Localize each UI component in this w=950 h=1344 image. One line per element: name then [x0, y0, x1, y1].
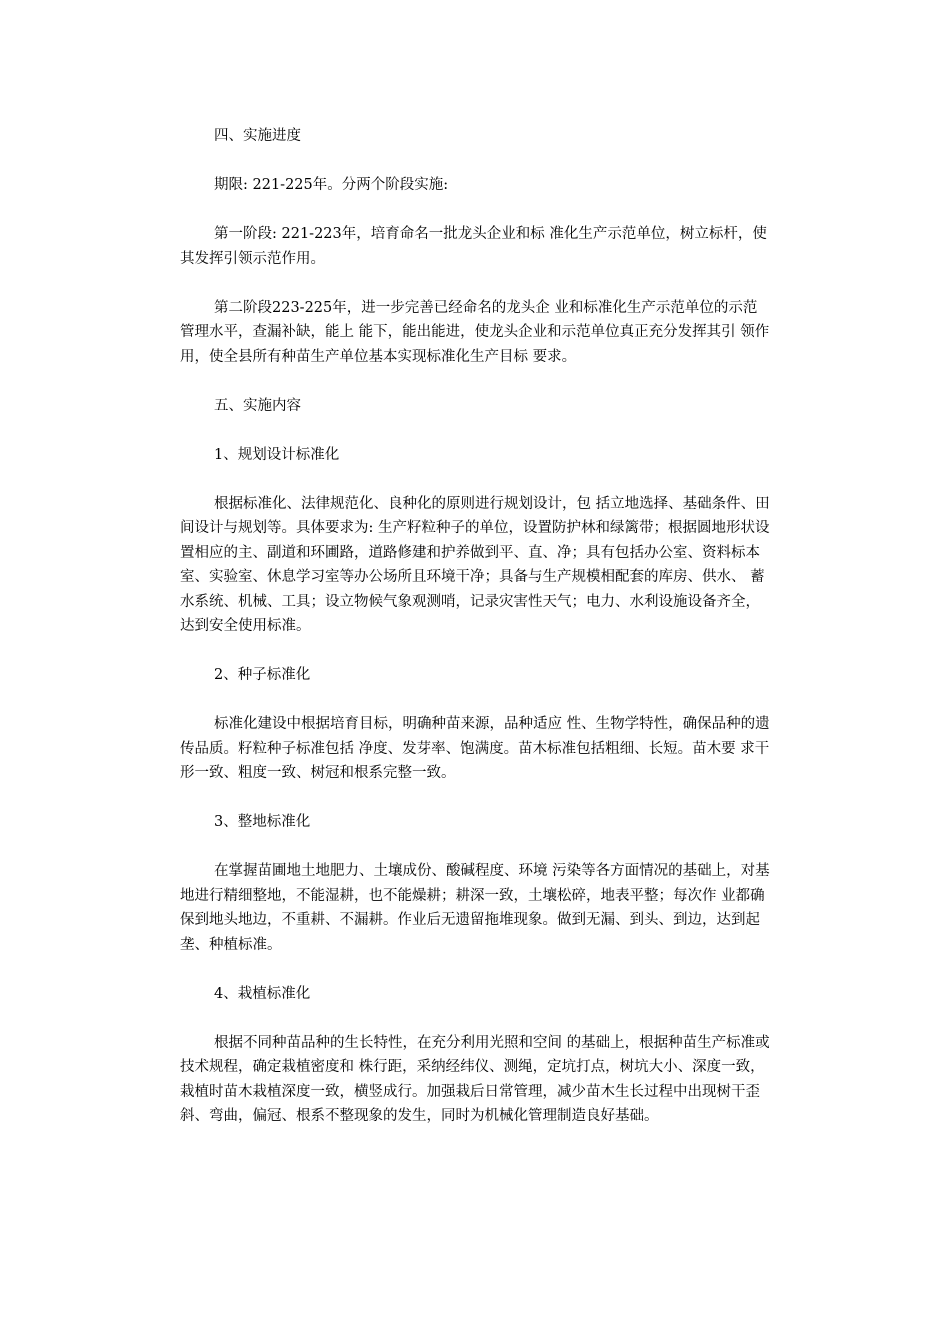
- schedule-phase-two: 第二阶段223-225年，进一步完善已经命名的龙头企 业和标准化生产示范单位的示范管理水平，查漏补缺，能上 能下，能出能进，使龙头企业和示范单位真正充分发挥其引 领作用，使全县所有种苗生产单位基本实现标准化生产目标 要求。: [180, 299, 770, 365]
- seed-paragraph: 标准化建设中根据培育目标，明确种苗来源，品种适应 性、生物学特性，确保品种的遗传品质。籽粒种子标准包括 净度、发芽率、饱满度。苗木标准包括粗细、长短。苗木要 求干形一致、粗度一致、树冠和根系完整一致。: [180, 716, 770, 781]
- document-body: [180, 124, 770, 1129]
- subheading-planting: 4、栽植标准化: [214, 985, 311, 1002]
- planting-paragraph: 根据不同种苗品种的生长特性，在充分利用光照和空间 的基础上，根据种苗生产标准或技术规程，确定栽植密度和 株行距，采纳经纬仪、测绳，定坑打点，树坑大小、深度一致，栽植时苗木栽植深度一致，横竖成行。加强栽后日常管理，减少苗木生长过程中出现树干歪斜、弯曲，偏冠、根系不整现象的发生，同时为机械化管理制造良好基础。: [180, 1034, 770, 1124]
- schedule-period: 期限: 221-225年。分两个阶段实施:: [214, 177, 449, 193]
- section-heading-content: 五、实施内容: [214, 397, 301, 414]
- schedule-phase-one: 第一阶段: 221-223年，培育命名一批龙头企业和标 准化生产示范单位，树立标杆，使其发挥引领示范作用。: [180, 226, 767, 267]
- subheading-planning: 1、规划设计标准化: [214, 446, 340, 463]
- section-heading-schedule: 四、实施进度: [214, 128, 301, 144]
- subheading-seed: 2、种子标准化: [214, 667, 311, 683]
- land-prep-paragraph: 在掌握苗圃地土地肥力、土壤成份、酸碱程度、环境 污染等各方面情况的基础上，对基地进行精细整地，不能湿耕，也不能燥耕；耕深一致，土壤松碎，地表平整；每次作 业都确保到地头地边，不重耕、不漏耕。作业后无遗留拖堆现象。做到无漏、到头、到边，达到起垄、种植标准。: [180, 863, 770, 953]
- subheading-land-prep: 3、整地标准化: [214, 814, 311, 830]
- planning-paragraph: 根据标准化、法律规范化、良种化的原则进行规划设计，包 括立地选择、基础条件、田间设计与规划等。具体要求为: 生产籽粒种子的单位，设置防护林和绿篱带；根据圆地形状设置相应的主、副道和环圃路，道路修建和护养做到平、直、净；具有包括办公室、资料标本室、实验室、休息学习室等办公场所且环境干净；具备与生产规模相配套的库房、供水、 蓄水系统、机械、工具；设立物候气象观测哨，记录灾害性天气；电力、水利设施设备齐全，达到安全使用标准。: [180, 495, 770, 634]
